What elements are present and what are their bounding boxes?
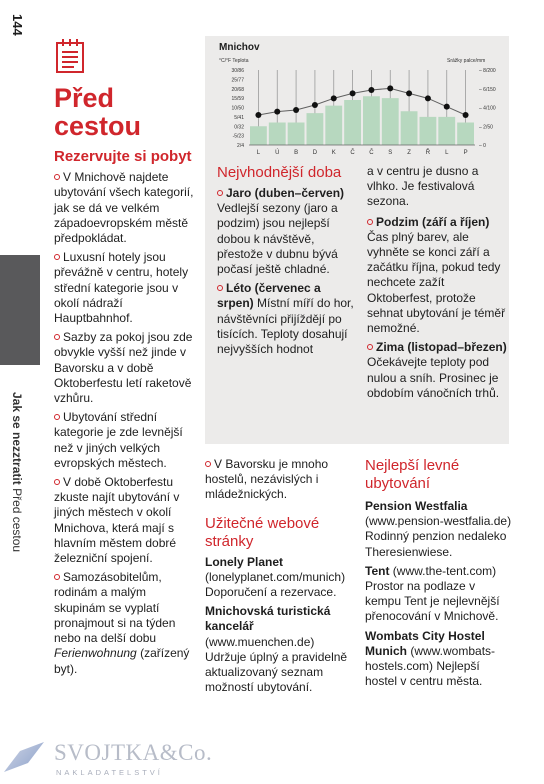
season-summer-continued: a v centru je dusno a vlhko. Je festivalová sezona. bbox=[367, 164, 479, 209]
page-number: 144 bbox=[10, 14, 25, 36]
stay-pension-westfalia: Pension Westfalia (www.pension-westfalia.de) Rodinný penzion nedaleko Theresienwiese. bbox=[365, 499, 512, 559]
stay-wombats: Wombats City Hostel Munich (www.wombats-hostels.com) Nejlepší hostel v centru města. bbox=[365, 628, 496, 689]
running-head bbox=[10, 392, 24, 552]
bullet-icon bbox=[54, 479, 60, 485]
x-tick-label: S bbox=[388, 150, 393, 156]
temperature-point bbox=[274, 109, 280, 115]
temperature-point bbox=[425, 95, 431, 101]
y-right-tick-label: – 0 bbox=[479, 143, 486, 149]
list-item: V Bavorsku je mnoho hostelů, nezávislých i mládežnických. bbox=[205, 457, 329, 502]
precipitation-bar bbox=[457, 123, 474, 146]
climate-chart bbox=[215, 40, 505, 160]
best-time-box bbox=[205, 36, 509, 444]
bullet-icon bbox=[217, 190, 223, 196]
bullet-icon bbox=[54, 174, 60, 180]
bullet-icon bbox=[217, 285, 223, 291]
y-left-tick-label: 2/4 bbox=[237, 143, 244, 149]
x-tick-label: P bbox=[463, 150, 468, 156]
bullet-icon bbox=[54, 334, 60, 340]
temperature-point bbox=[312, 102, 318, 108]
cheap-stay-heading: Nejlepší levné ubytování bbox=[365, 457, 460, 492]
logo-subtitle: NAKLADATELSTVÍ bbox=[56, 768, 163, 777]
season-spring: Jaro (duben–červen) Vedlejší sezony (jaro a podzim) jsou nejlepší dobou k návštěvě, přestože v dubnu bývá počasí ještě chladné. bbox=[217, 186, 345, 277]
chart-left-axis-label: °C/°F Teplota bbox=[219, 58, 249, 64]
y-right-tick-label: – 6/150 bbox=[479, 86, 496, 93]
temperature-point bbox=[350, 90, 356, 96]
precipitation-bar bbox=[250, 126, 267, 145]
running-head-section: Jak se nezztratit bbox=[10, 392, 24, 485]
y-left-tick-label: 15/59 bbox=[231, 96, 244, 103]
chart-title: Mnichov bbox=[219, 42, 260, 53]
precipitation-bar bbox=[288, 123, 305, 146]
notepad-icon bbox=[54, 38, 88, 74]
website-tourist-office: Mnichovská turistická kancelář (www.muenchen.de) Udržuje úplný a pravidelně aktualizovaný seznam možností ubytování. bbox=[205, 604, 348, 695]
precipitation-bar bbox=[382, 98, 399, 145]
precipitation-bar bbox=[438, 117, 455, 145]
middle-column bbox=[205, 457, 353, 699]
y-left-tick-label: 10/50 bbox=[231, 105, 244, 112]
list-item: V Mnichově najdete ubytování všech kategorií, jak se dá ve velkém západoevropském městě předpokládat. bbox=[54, 170, 194, 246]
publisher-logo bbox=[4, 740, 213, 780]
season-autumn: Podzim (září a říjen) Čas plný barev, ale vyhněte se konci září a začátku října, pokud tedy nechcete zažít Oktoberfest, protože sehnat ubytování je téměř nemožné. bbox=[367, 214, 506, 336]
x-tick-label: Z bbox=[407, 150, 411, 156]
side-tab-marker bbox=[0, 255, 40, 365]
bullet-icon bbox=[54, 574, 60, 580]
y-left-tick-label: -5/23 bbox=[232, 133, 244, 140]
temperature-point bbox=[387, 85, 393, 91]
running-head-chapter: Před cestou bbox=[10, 488, 24, 553]
temperature-point bbox=[331, 95, 337, 101]
precipitation-bar bbox=[420, 117, 437, 145]
y-left-tick-label: 5/41 bbox=[234, 114, 244, 121]
useful-websites-heading: Užitečné webové stránky bbox=[205, 514, 320, 550]
list-item: Ubytování střední kategorie je zde levnější než v jiných velkých evropských městech. bbox=[54, 410, 183, 470]
logo-name: SVOJTKA&Co. bbox=[54, 740, 213, 765]
x-tick-label: L bbox=[256, 150, 261, 156]
climate-chart-plot bbox=[215, 40, 505, 160]
page-title: Před cestou bbox=[54, 83, 142, 142]
website-lonely-planet: Lonely Planet (lonelyplanet.com/munich) Doporučení a rezervace. bbox=[205, 554, 346, 600]
best-time-right bbox=[367, 164, 507, 405]
y-left-tick-label: 25/77 bbox=[231, 77, 244, 84]
temperature-point bbox=[406, 90, 412, 96]
x-tick-label: Č bbox=[369, 150, 374, 156]
chart-right-axis-label: Srážky palce/mm bbox=[447, 58, 486, 64]
list-item: Samozásobitelům, rodinám a malým skupinám se vyplatí pronajmout si na týden nebo na delší dobu Ferienwohnung (zařízený byt). bbox=[54, 570, 190, 676]
precipitation-bar bbox=[269, 123, 286, 146]
y-right-tick-label: – 8/200 bbox=[479, 68, 496, 74]
precipitation-bar bbox=[344, 100, 361, 145]
list-item: Luxusní hotely jsou převážně v centru, hotely střední kategorie jsou v okolí nádraží Hauptbahnhof. bbox=[54, 250, 189, 326]
temperature-point bbox=[444, 104, 450, 110]
precipitation-bar bbox=[307, 113, 324, 145]
logo-mark-icon bbox=[4, 742, 44, 772]
section-heading-booking: Rezervujte si pobyt bbox=[54, 148, 192, 166]
precipitation-bar bbox=[401, 111, 418, 145]
y-right-tick-label: – 4/100 bbox=[479, 105, 496, 112]
season-summer: Léto (červenec a srpen) Místní míří do hor, návštěvníci přijíždějí po tisících. Teploty dosahují nejvyšších hodnot bbox=[217, 281, 354, 357]
list-item: V době Oktoberfestu zkuste najít ubytování v jiných městech v okolí Mnichova, která mají s hlavním městem dobré železniční spojení. bbox=[54, 475, 180, 566]
y-left-tick-label: 20/68 bbox=[231, 86, 244, 93]
stay-tent: Tent (www.the-tent.com) Prostor na podlaze v kempu Tent je nejlevnější přenocování v Mnichově. bbox=[365, 563, 500, 624]
x-tick-label: B bbox=[294, 150, 299, 156]
temperature-point bbox=[255, 112, 261, 118]
bullet-icon bbox=[367, 344, 373, 350]
bullet-icon bbox=[205, 461, 211, 467]
y-right-tick-label: – 2/50 bbox=[479, 124, 493, 131]
left-column bbox=[54, 38, 199, 681]
x-tick-label: K bbox=[331, 150, 336, 156]
precipitation-bar bbox=[363, 96, 380, 145]
best-time-left bbox=[217, 164, 359, 361]
x-tick-label: D bbox=[312, 150, 318, 156]
list-item: Sazby za pokoj jsou zde obvykle vyšší než jinde v Bavorsku a v době Oktoberfestu letí raketově vzhůru. bbox=[54, 330, 193, 406]
season-winter: Zima (listopad–březen) Očekávejte teploty pod nulou a sníh. Prosinec je obdobím vánočních trhů. bbox=[367, 340, 507, 400]
y-left-tick-label: 0/32 bbox=[234, 124, 244, 131]
x-tick-label: Č bbox=[350, 150, 355, 156]
temperature-point bbox=[293, 107, 299, 113]
temperature-point bbox=[463, 112, 469, 118]
x-tick-label: Ú bbox=[275, 150, 280, 156]
temperature-line bbox=[258, 88, 465, 115]
bullet-icon bbox=[367, 219, 373, 225]
temperature-point bbox=[368, 87, 374, 93]
precipitation-bar bbox=[325, 106, 342, 145]
x-tick-label: Ř bbox=[425, 150, 431, 156]
bullet-icon bbox=[54, 254, 60, 260]
bullet-icon bbox=[54, 414, 60, 420]
y-left-tick-label: 30/86 bbox=[231, 68, 244, 74]
best-time-heading: Nejvhodnější doba bbox=[217, 164, 342, 181]
right-column bbox=[365, 457, 513, 693]
x-tick-label: L bbox=[445, 150, 449, 156]
